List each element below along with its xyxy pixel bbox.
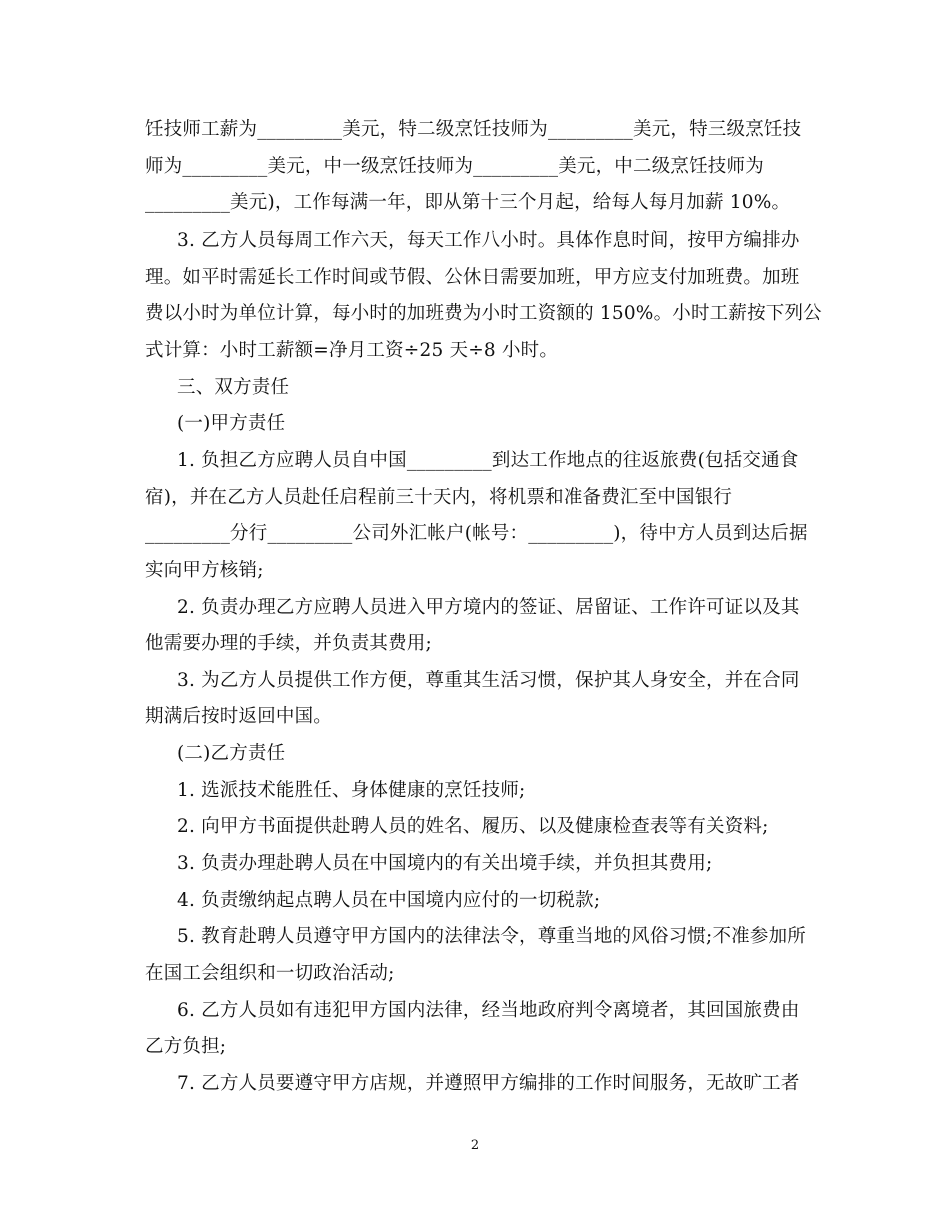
subsection-heading: (一)甲方责任	[177, 413, 286, 434]
text-line: 6. 乙方人员如有违犯甲方国内法律，经当地政府判令离境者，其回国旅费由	[177, 1000, 800, 1021]
text-line: 4. 负责缴纳起点聘人员在中国境内应付的一切税款;	[177, 890, 601, 911]
text-line: 1. 选派技术能胜任、身体健康的烹饪技师;	[177, 780, 526, 801]
text-line: 1. 负担乙方应聘人员自中国_________到达工作地点的往返旅费(包括交通食	[177, 450, 799, 471]
text-line: _________美元)，工作每满一年，即从第十三个月起，给每人每月加薪 10%。	[145, 192, 791, 213]
text-line: 2. 负责办理乙方应聘人员进入甲方境内的签证、居留证、工作许可证以及其	[177, 597, 800, 618]
text-line: 7. 乙方人员要遵守甲方店规，并遵照甲方编排的工作时间服务，无故旷工者	[177, 1073, 800, 1094]
section-heading: 三、双方责任	[177, 377, 290, 398]
text-line: 乙方负担;	[145, 1036, 227, 1057]
text-line: 式计算：小时工薪额=净月工资÷25 天÷8 小时。	[145, 340, 559, 361]
text-line: 实向甲方核销;	[145, 560, 264, 581]
text-line: _________分行_________公司外汇帐户(帐号：_________)，待中方人员到达后据	[145, 523, 808, 544]
text-line: 费以小时为单位计算，每小时的加班费为小时工资额的 150%。小时工薪按下列公	[145, 303, 822, 324]
subsection-heading: (二)乙方责任	[177, 743, 286, 764]
text-line: 3. 为乙方人员提供工作方便，尊重其生活习惯，保护其人身安全，并在合同	[177, 670, 800, 691]
text-line: 5. 教育赴聘人员遵守甲方国内的法律法令，尊重当地的风俗习惯;不准参加所	[177, 926, 806, 947]
page-number: 2	[470, 1138, 480, 1153]
text-line: 3. 乙方人员每周工作六天，每天工作八小时。具体作息时间，按甲方编排办	[177, 230, 800, 251]
text-line: 饪技师工薪为_________美元，特二级烹饪技师为_________美元，特三级烹饪技	[145, 119, 802, 140]
text-line: 宿)，并在乙方人员赴任启程前三十天内，将机票和准备费汇至中国银行	[145, 487, 733, 508]
text-line: 师为_________美元，中一级烹饪技师为_________美元，中二级烹饪技师为	[145, 156, 764, 177]
text-line: 期满后按时返回中国。	[145, 706, 333, 727]
text-line: 在国工会组织和一切政治活动;	[145, 963, 395, 984]
text-line: 2. 向甲方书面提供赴聘人员的姓名、履历、以及健康检查表等有关资料;	[177, 816, 769, 837]
text-line: 3. 负责办理赴聘人员在中国境内的有关出境手续，并负担其费用;	[177, 853, 713, 874]
text-line: 他需要办理的手续，并负责其费用;	[145, 633, 432, 654]
text-line: 理。如平时需延长工作时间或节假、公休日需要加班，甲方应支付加班费。加班	[145, 267, 800, 288]
